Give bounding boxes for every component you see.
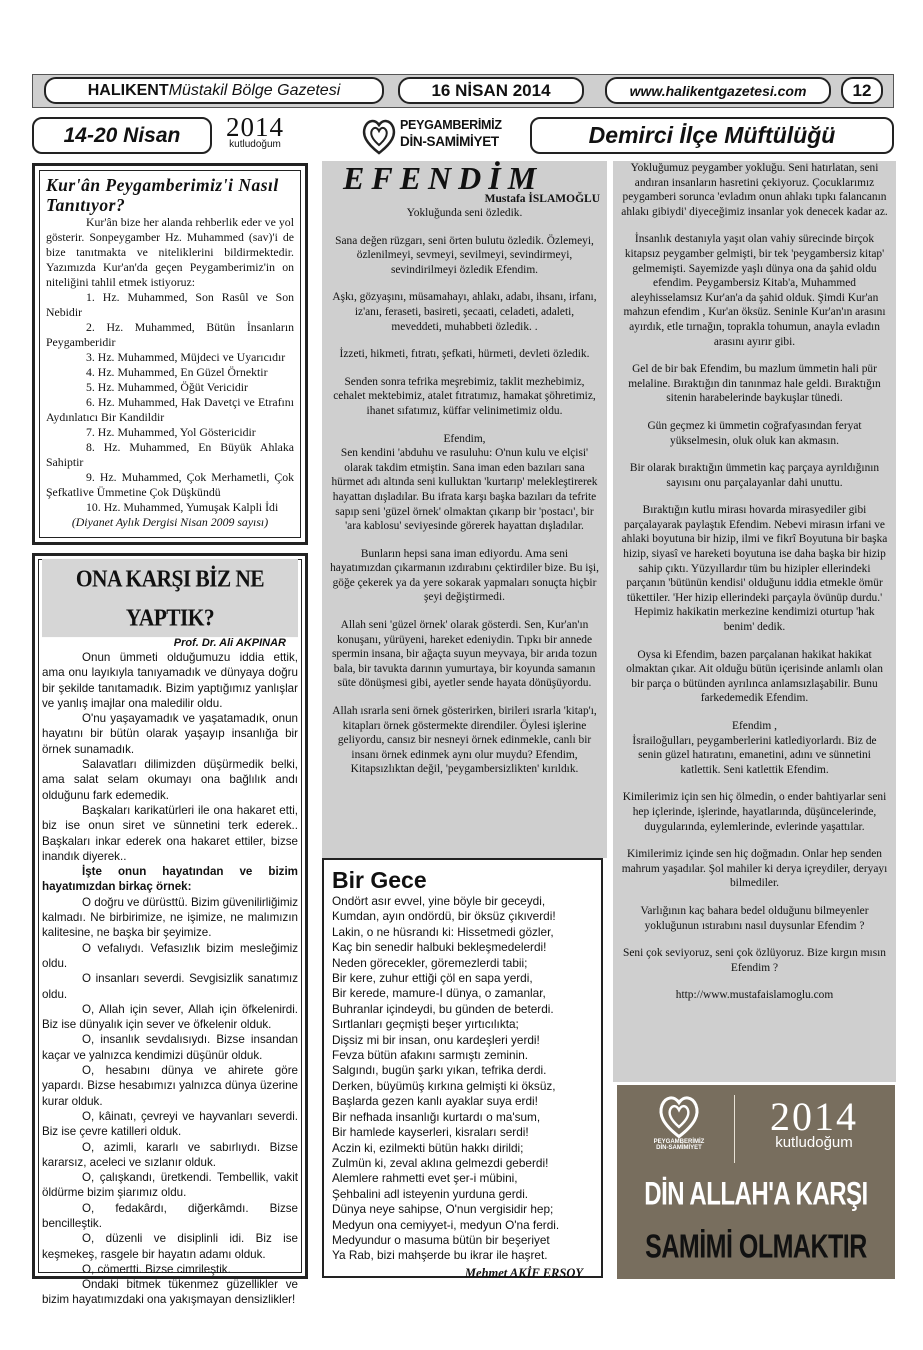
- source-link[interactable]: http://www.mustafaislamoglu.com: [675, 989, 834, 1002]
- kutludogum-logo: [220, 114, 290, 156]
- poem-line: Sırtlanları geçmişti beşer yırtıcılıkta;: [332, 1017, 519, 1032]
- efendim-title: EFENDİM: [343, 160, 544, 196]
- paragraph: O, azimli, kararlı ve sabırlıydı. Bizse kararsız, aceleci ve sızlanır olduk.: [42, 1140, 298, 1169]
- list-item: 1. Hz. Muhammed, Son Rasûl ve Son Nebidir: [46, 290, 294, 319]
- mufti-office: Demirci İlçe Müftülüğü: [588, 122, 836, 148]
- list-item: 3. Hz. Muhammed, Müjdeci ve Uyarıcıdır: [86, 350, 286, 364]
- poem-line: Neden görecekler, göremezlerdi tabii;: [332, 955, 528, 970]
- date-pill: [398, 77, 584, 104]
- paragraph: Gün geçmez ki ümmetin coğrafyasından feryat yükselmesin, oluk oluk kan akmasın.: [647, 419, 862, 447]
- paragraph: Senden sonra tefrika meşrebimiz, taklit mezhebimiz, cehalet mektebimiz, atalet fıtratımız, hamakat şöhretimiz, ihanet sıfatımız, küffar velinimetimiz oldu.: [333, 375, 596, 417]
- poem-line: Başlarda gezen kanlı ayaklar suya erdi!: [332, 1094, 538, 1109]
- poem-line: Bir kere, zuhur ettiği çöl en sapa yerdi,: [332, 971, 533, 986]
- paragraph: Bir olarak bıraktığın ümmetin kaç parçaya ayrıldığının sayısını onu parçalayanlar dahi unuttu.: [629, 462, 880, 489]
- paragraph: Başkaları karikatürleri ile ona hakaret etti, biz ise onun siret ve sünnetini terk ederek.. Başkaları inkar ederek ona hakaret ettiler, bizse inandık diyerek..: [42, 803, 298, 863]
- poem-line: Bir nefhada insanlığı kurtardı o ma'sum,: [332, 1109, 541, 1124]
- paragraph: O, Allah için sever, Allah için öfkelenirdi. Biz ise dünyalık için sever ve öfkelenir olduk.: [42, 1002, 298, 1032]
- poem-line: Bir kerede, mamure-I dünya, o zamanlar,: [332, 986, 546, 1001]
- banner-sub: kutludoğum: [775, 1134, 853, 1151]
- paragraph: O, çalışkandı, üretkendi. Tembellik, vakit öldürme bizim şiarımız oldu.: [42, 1171, 298, 1200]
- mufti-pill: [530, 117, 894, 154]
- paragraph: Bunların hepsi sana iman ediyordu. Ama seni hayatımızdan çıkarmanın ızdırabını çektirdiler bize. Bu işi, göğe çekerek ya da yere sokarak yapmaları sonuçta hiçbir şeyi değiştirmedi.: [330, 547, 599, 604]
- paragraph: Aşkı, gözyaşını, müsamahayı, ahlakı, adabı, ihsanı, irfanı, iz'anı, feraseti, basireti, şecaati, celadeti, adaleti, meveddeti, muhabbeti özledik. .: [332, 291, 597, 333]
- list-item: 5. Hz. Muhammed, Öğüt Vericidir: [86, 380, 248, 394]
- paragraph: Seni çok seviyoruz, seni çok özlüyoruz. Bize kırgın mısın Efendim ?: [623, 947, 886, 974]
- paragraph: O, hesabını dünya ve ahirete göre yapardı. Bizse hesabımızı yalnızca dünya üzerine kurar olduk.: [42, 1064, 298, 1108]
- poem-line: Dişsiz mi bir insan, onu kardeşleri yerdi!: [332, 1032, 540, 1047]
- quran-title: Kur'ân Peygamberimiz'i Nasıl Tanıtıyor?: [46, 175, 279, 215]
- list-item: 8. Hz. Muhammed, En Büyük Ahlaka Sahiptir: [46, 440, 294, 469]
- logo-sub: kutludoğum: [229, 139, 281, 150]
- paragraph: Bıraktığın kutlu mirası hovarda mirasyediler gibi parçalayarak paylaştık Efendim. Nebevi mirasın irfani ve ahlaki boyutuna bir hizip, ilmi ve fikrî Boyutuna bir başka hizip, siyasî ve hareketi boyutuna ise daha başka bir hizip sahip çıktı. Yüzyıllardır tüm bu hizipler ellerindeki parçanın 'bütünün kendisi' olduğunu iddia etmekle ömür tükettiler. 'Her hizip ellerindeki parçayla övünüp durdu.' Hepimiz hakikatin merkezine kendimizi oturtup 'hak benim' dedik.: [621, 504, 888, 634]
- paragraph: O vefalıydı. Vefasızlık bizim mesleğimiz oldu.: [42, 941, 298, 970]
- logo-year: 2014: [226, 112, 284, 142]
- list-item: 7. Hz. Muhammed, Yol Göstericidir: [86, 425, 256, 439]
- issue-date: 16 NİSAN 2014: [431, 80, 551, 100]
- paragraph: Oysa ki Efendim, bazen parçalanan hakikat hakikat olmaktan çıkar. Ait olduğu bütün içerisinde anlamlı olan bir parça o bütünden ayrılınca anlamsızlaşabilir. Bunu farkedemedik Efendim.: [626, 648, 883, 705]
- paragraph: İzzeti, hikmeti, fıtratı, şefkati, hürmeti, devleti özledik.: [339, 348, 590, 361]
- poem-line: Kaç bin senedir halbuki bekleşmedelerdi!: [332, 940, 547, 955]
- paragraph: Kimilerimiz için sen hiç ölmedin, o ender bahtiyarlar seni hep içlerinde, işlerinde, hayatlarında, düşüncelerinde, duygularında, eylemlerinde, evlerinde yaşattılar.: [622, 791, 887, 833]
- paper-name-pill: [44, 77, 384, 104]
- ona-karsi-box: [32, 553, 308, 1307]
- paragraph: Allah ısrarla seni örnek gösterirken, birileri ısrarla 'kitap'ı, kitapları örnek göstermekte direndiler. Öylesi işlerine geliyordu, cansız bir nesneyi örnek edinmekle, canlı bir insanı örnek edinmek aynı olur muydu? Efendim, Kitapsızlıktan değil, 'peygambersizlikten' kırıldık.: [332, 705, 597, 776]
- paragraph: O doğru ve dürüsttü. Bizim güvenilirliğimiz kalmadı. Ne birbirimize, ne işimize, ne malımızın kalitesine, ne başka bir şeyimize.: [42, 895, 298, 940]
- poem-line: Zulmün ki, zeval aklına gelmezdi geberdi!: [332, 1155, 549, 1170]
- heart-emblem-icon: [657, 1093, 701, 1139]
- paragraph: Varlığının kaç bahara bedel olduğunu bilmeyenler yokluğunun ıstırabını nasıl duysunlar Efendim ?: [640, 904, 869, 932]
- list-item: 10. Hz. Muhammed, Yumuşak Kalpli İdi: [86, 500, 279, 514]
- poem-line: Ondört asır evvel, yine böyle bir geceydi,: [332, 894, 546, 908]
- paragraph: O, insanlık sevdalısıydı. Bizse insandan kaçar ve yalnızca kendimizi düşünür olduk.: [42, 1033, 298, 1062]
- efendim-middle-column: [322, 161, 607, 858]
- banner-year: 2014: [770, 1094, 858, 1139]
- poem-line: Lakin, o ne hüsrandı ki: Hissetmedi gözler,: [332, 924, 554, 939]
- week-pill: [32, 117, 212, 154]
- efendim-author: Mustafa İSLAMOĞLU: [484, 193, 600, 205]
- week-range: 14-20 Nisan: [63, 123, 181, 147]
- list-item: 9. Hz. Muhammed, Çok Merhametli, Çok Şefkatlive Ümmetine Çok Düşkündü: [46, 470, 294, 499]
- poem-line: Alemlere rahmetti evet şer-i mübini,: [332, 1171, 518, 1186]
- banner-line2: SAMİMİ OLMAKTIR: [645, 1227, 867, 1266]
- paper-name-rest: Müstakil Bölge Gazetesi: [168, 81, 341, 99]
- poem-author: Mehmet AKİF ERSOY: [464, 1265, 583, 1280]
- paragraph: O, düzenli ve disiplinli idi. Biz ise keşmekeş, rasgele bir hayatın adamı olduk.: [42, 1232, 298, 1261]
- efendim-right-column: [613, 161, 896, 1082]
- paragraph: İnsanlık destanıyla yaşıt olan vahiy sürecinde birçok kitapsız peygamber gelmişti, bir tek 'peygambersiz kitap' gelmemişti. Sayemizde yaşlı dünya ona da şahid oldu efendim. Peygambersiz Kitab'a, Muhammed aleyhisselamsız Kur'an'a da şahid olduk. Şimdi Kur'an mahzun efendim , Kur'an öksüz. Seninle Kur'an'ın arasını ayırdık, etle tırnağın, toprakla tohumun, anayla evladın arasını ayırır gibi.: [623, 233, 886, 348]
- paragraph: O, kâinatı, çevreyi ve hayvanları severdi. Biz ise çevre katilleri olduk.: [42, 1109, 298, 1139]
- poem-title: Bir Gece: [332, 867, 427, 893]
- logo-line1: PEYGAMBERİMİZ: [400, 118, 502, 132]
- list-item: 2. Hz. Muhammed, Bütün İnsanların Peygamberidir: [46, 320, 294, 349]
- poem-line: Aczin ki, ezilmekti bütün hakkı dirildi;: [332, 1140, 524, 1155]
- paragraph: O, cömertti. Bizse cimrileştik.: [82, 1262, 231, 1276]
- paragraph: Gel de bir bak Efendim, bu mazlum ümmetin hali pür melaline. Bıraktığın din tanınmaz hale geldi. Bıraktığın sitenin harabelerinde baykuşlar tünedi.: [628, 363, 881, 405]
- paragraph: Kimilerimiz içinde sen hiç doğmadın. Onlar hep senden mahrum yaşadılar. Şol mahiler ki derya içreydiler, deryayı bilmediler.: [621, 848, 888, 890]
- banner-logo-line2: DİN-SAMİMİYET: [656, 1145, 702, 1151]
- banner-logo-line1: PEYGAMBERİMİZ: [653, 1139, 705, 1145]
- paragraph: Yokluğumuz peygamber yokluğu. Seni hatırlatan, seni andıran insanların hasretini çekiyoruz. Çocuklarımız peygamberi sorunca 'evladım onun ahlakı tıpkı falancanın ahlakı gibiydi' diyeceğimiz insanlar yok denecek kadar az.: [621, 162, 888, 218]
- paragraph: O'nu yaşayamadık ve yaşatamadık, onun hayatını bir bütün olarak yaşayıp insanlığa bir örnek sunamadık.: [42, 712, 298, 756]
- list-item: 6. Hz. Muhammed, Hak Davetçi ve Etrafını Aydınlatıcı Bir Kandildir: [46, 395, 294, 424]
- paragraph: Onun ümmeti olduğumuzu iddia ettik, ama onu layıkıyla tanıyamadık ve dünyaya doğru bir şekilde tanıtamadık. Bizim yaptığımız yanlışlar ve yanlış imajlar ona maledilir oldu.: [42, 651, 298, 710]
- ona-karsi-body: [42, 650, 298, 1308]
- poem-body: [332, 894, 593, 1264]
- quran-box: [32, 163, 308, 545]
- poem-line: Kumdan, ayın ondördü, bir öksüz çıkıverdi!: [332, 909, 556, 924]
- paragraph: O insanları severdi. Sevgisizlik sanatımız oldu.: [42, 972, 298, 1001]
- quran-list: [46, 290, 294, 515]
- din-samimiyet-logo: [362, 115, 522, 157]
- paragraph-bold: İşte onun hayatından ve bizim hayatımızdan birkaç örnek:: [42, 865, 298, 894]
- banner-line1: DİN ALLAH'A KARŞI: [644, 1176, 868, 1213]
- paper-name: HALIKENT: [87, 81, 169, 99]
- poem-line: Dünya neye sahipse, O'nun vergisidir hep;: [332, 1202, 554, 1217]
- poem-line: Ya Rab, bizi mahşerde bu ikrar ile haşret.: [332, 1248, 548, 1263]
- poem-box: [322, 858, 603, 1278]
- ona-karsi-author: Prof. Dr. Ali AKPINAR: [173, 637, 286, 649]
- paragraph: Efendim, Sen kendini 'abduhu ve rasuluhu: O'nun kulu ve elçisi' olarak takdim etmiştin. Sana iman eden bazıları sana hürmet adı altında seni kulluktan 'kurtarıp' melekleştirerek hayattan dışladılar. Bu ifrata karşı başka bazıları da tefrite sapıp seni 'güzel örnek' olmaktan çıkarıp bir 'postacı', bir 'ara kablosu' seviyesinde görerek hayattan dışladılar.: [331, 432, 598, 533]
- kutlu-dogum-banner: [617, 1085, 895, 1279]
- website-pill: [605, 77, 831, 104]
- page-number-pill: [841, 77, 883, 104]
- poem-line: Derken, büyümüş kırkına gelmişti ki öksüz,: [332, 1078, 556, 1093]
- poem-line: Buhranlar içindeydi, bu günden de beterdi.: [332, 1001, 554, 1016]
- poem-line: Şehbalini adl isteyenin yurduna gerdi.: [332, 1186, 529, 1201]
- quran-intro: Kur'ân bize her alanda rehberlik eder ve yol gösterir. Sonpeygamber Hz. Muhammed (sav)'i de bize tanıtmakta ve niteliklerini bildirmektedir. Yazımızda Kur'an'da geçen Peygamberimiz'in on niteliğini tahlil etmek istiyoruz:: [46, 215, 294, 289]
- paragraph: Allah seni 'güzel örnek' olarak gösterdi. Sen, Kur'an'ın konuşanı, yürüyeni, hareket edeniydin. Tıpkı bir annede spermin insana, bir ağaçta suyun meyvaya, bir arıda tozun bala, bir tavukta darının yumurtaya, bir koyunda samanın süte dönüşmesi gibi, ayetler sende hayata dönüşüyordu.: [331, 619, 598, 690]
- banner-logo: [629, 1093, 729, 1167]
- paragraph: Sana değen rüzgarı, seni örten bulutu özledik. Özlemeyi, özlenilmeyi, sevmeyi, sevilmeyi, sevindirmeyi, sevindirilmeyi özledik Efendim.: [335, 234, 594, 276]
- paragraph: Efendim , İsrailoğulları, peygamberlerini katlediyorlardı. Biz de senin güzel hatıratını, emanetini, adını ve sünnetini katlettik. Seni katlettik Efendim.: [632, 720, 877, 776]
- list-item: 4. Hz. Muhammed, En Güzel Örnektir: [86, 365, 268, 379]
- ona-karsi-title: ONA KARŞI BİZ NE YAPTIK?: [42, 559, 298, 637]
- heart-emblem-icon: [362, 117, 396, 155]
- paragraph: Yokluğunda seni özledik.: [406, 207, 523, 219]
- quran-source: (Diyanet Aylık Dergisi Nisan 2009 sayısı): [71, 515, 269, 529]
- paragraph: Ondaki bitmek tükenmez güzellikler ve bizim hayatımızdaki ona yakışmayan densizlikler!: [42, 1278, 298, 1307]
- paragraph: Salavatları dilimizden düşürmedik belki, ama salat selam okumayı ona bağlılık andı olduğunu fark edemedik.: [42, 758, 298, 802]
- banner-divider: [734, 1095, 735, 1163]
- banner-year-block: [749, 1094, 879, 1151]
- page-number: 12: [852, 80, 872, 100]
- poem-line: Medyun ona cemiyyet-i, medyun O'na ferdi.: [332, 1217, 560, 1232]
- logo-line2: DİN-SAMİMİYET: [400, 134, 499, 149]
- website-text: www.halikentgazetesi.com: [629, 82, 807, 99]
- poem-line: Bir hamlede kayserleri, kisraları serdi!: [332, 1125, 529, 1140]
- poem-line: Medyundur o masuma bütün bir beşeriyet: [332, 1232, 550, 1247]
- paragraph: O, fedakârdı, diğerkâmdı. Bizse bencilleştik.: [42, 1201, 298, 1230]
- poem-line: Salgındı, bugün şarkı yıkan, tefrika derdi.: [332, 1063, 547, 1078]
- poem-line: Fevza bütün afakını sarmıştı zeminin.: [332, 1048, 529, 1063]
